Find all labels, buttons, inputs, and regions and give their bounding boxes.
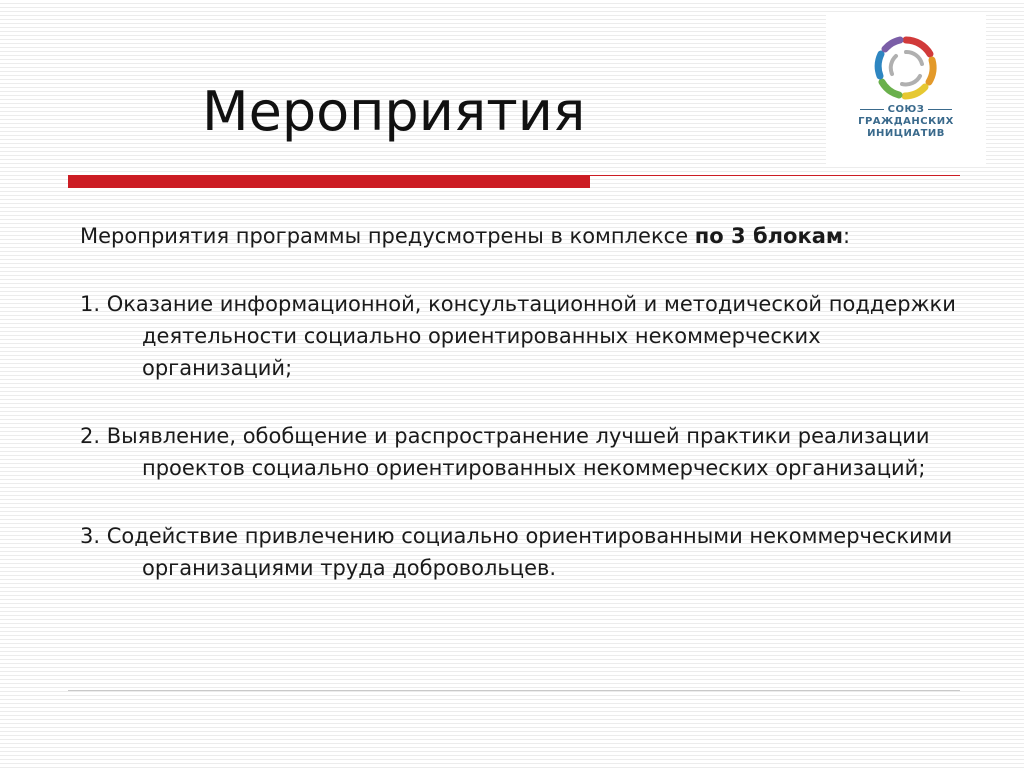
slide-body [80, 220, 960, 620]
title-divider-red-bar [68, 176, 590, 188]
logo-line-1: СОЮЗ [826, 104, 986, 116]
intro-text: Мероприятия программы предусмотрены в комплексе [80, 224, 695, 248]
logo-line-2: ГРАЖДАНСКИХ [858, 116, 954, 127]
intro-end: : [843, 224, 851, 248]
list-item: 1. Оказание информационной, консультационной и методической поддержки деятельности социально ориентированных некоммерческих организаций; [80, 292, 956, 380]
footer-divider [68, 690, 960, 691]
logo-ring-icon [872, 34, 940, 102]
list-item: 3. Содействие привлечению социально ориентированными некоммерческими организациями труда добровольцев. [80, 524, 953, 580]
logo-line-3: ИНИЦИАТИВ [867, 128, 945, 139]
intro-paragraph [80, 220, 960, 252]
intro-bold-text: по 3 блокам [694, 224, 844, 248]
logo-wordmark [826, 104, 986, 140]
list-item: 2. Выявление, обобщение и распространение лучшей практики реализации проектов социально ориентированных некоммерческих организаций; [80, 424, 930, 480]
slide-title: Мероприятия [202, 80, 586, 143]
organization-logo [826, 14, 986, 166]
